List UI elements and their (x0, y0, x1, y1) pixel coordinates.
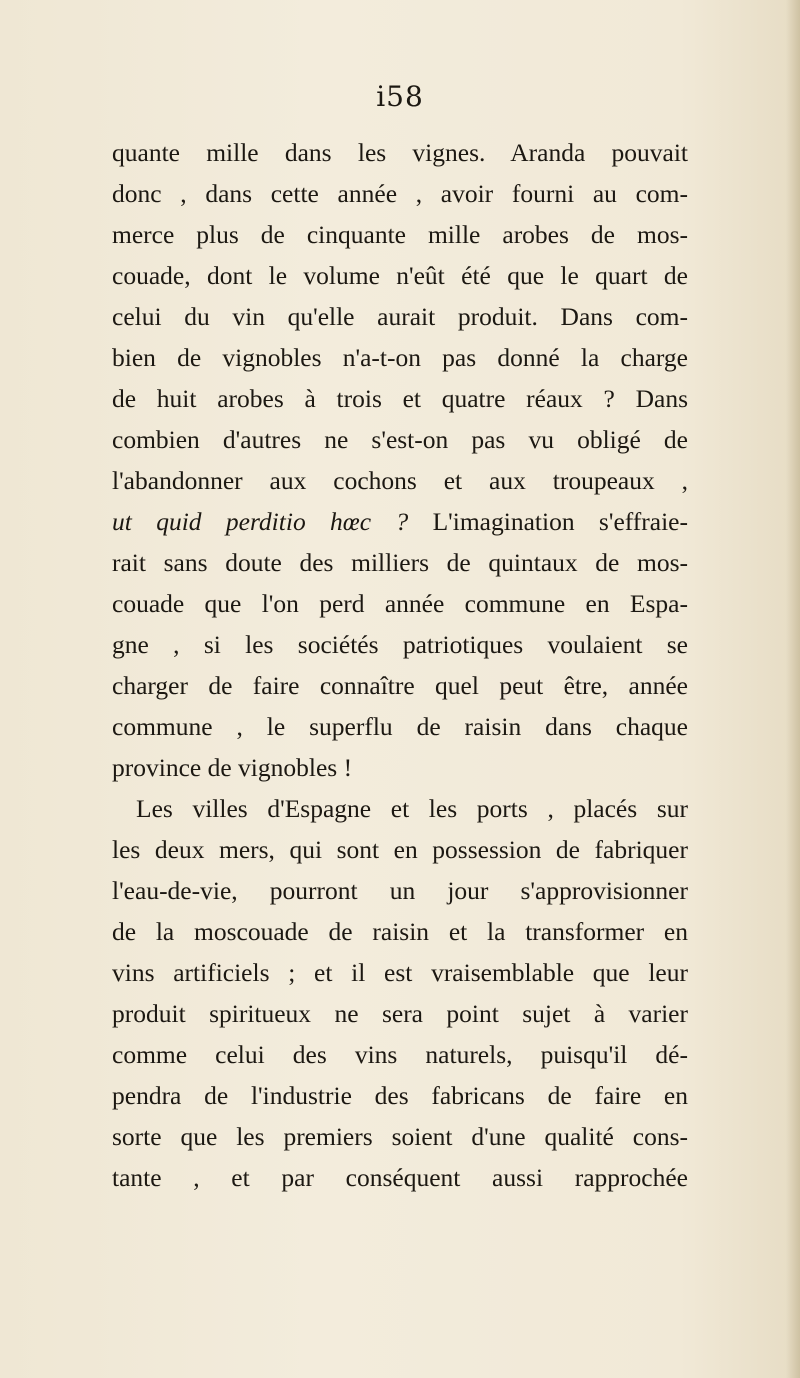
text-line: charger de faire connaître quel peut être, année (112, 671, 688, 700)
text-line: gne , si les sociétés patriotiques voulaient se (112, 630, 688, 659)
text-line: comme celui des vins naturels, puisqu'il dé- (112, 1040, 688, 1069)
text-line: combien d'autres ne s'est-on pas vu obligé de (112, 425, 688, 454)
text-line: rait sans doute des milliers de quintaux de mos- (112, 548, 688, 577)
text-line: province de vignobles ! (112, 753, 353, 782)
text-line-mixed (112, 502, 688, 542)
text-line: commune , le superflu de raisin dans chaque (112, 712, 688, 741)
text-line: pendra de l'industrie des fabricans de faire en (112, 1081, 688, 1110)
text-line: l'abandonner aux cochons et aux troupeaux , (112, 466, 688, 495)
text-line: sorte que les premiers soient d'une qualité cons- (112, 1122, 688, 1151)
text-line: bien de vignobles n'a-t-on pas donné la charge (112, 343, 688, 372)
text-line: Les villes d'Espagne et les ports , placés sur (136, 794, 688, 823)
text-line: produit spiritueux ne sera point sujet à varier (112, 999, 688, 1028)
page-edge-shadow (786, 0, 800, 1378)
text-line: de la moscouade de raisin et la transformer en (112, 917, 688, 946)
text-line: vins artificiels ; et il est vraisemblable que leur (112, 958, 688, 987)
latin-quote: ut quid perditio hœc ? (112, 507, 409, 536)
text-line: merce plus de cinquante mille arobes de mos- (112, 220, 688, 249)
text-line: couade, dont le volume n'eût été que le quart de (112, 261, 688, 290)
text-line: couade que l'on perd année commune en Espa- (112, 589, 688, 618)
text-line: les deux mers, qui sont en possession de fabriquer (112, 835, 688, 864)
text-line: donc , dans cette année , avoir fourni au com- (112, 179, 688, 208)
text-line: quante mille dans les vignes. Aranda pouvait (112, 138, 688, 167)
text-line: tante , et par conséquent aussi rapprochée (112, 1163, 688, 1192)
text-line: de huit arobes à trois et quatre réaux ? Dans (112, 384, 688, 413)
text-line-rest: L'imagination s'effraie- (408, 507, 688, 536)
page-number: i58 (376, 80, 424, 113)
text-line: l'eau-de-vie, pourront un jour s'approvisionner (112, 876, 688, 905)
text-line: celui du vin qu'elle aurait produit. Dans com- (112, 302, 688, 331)
